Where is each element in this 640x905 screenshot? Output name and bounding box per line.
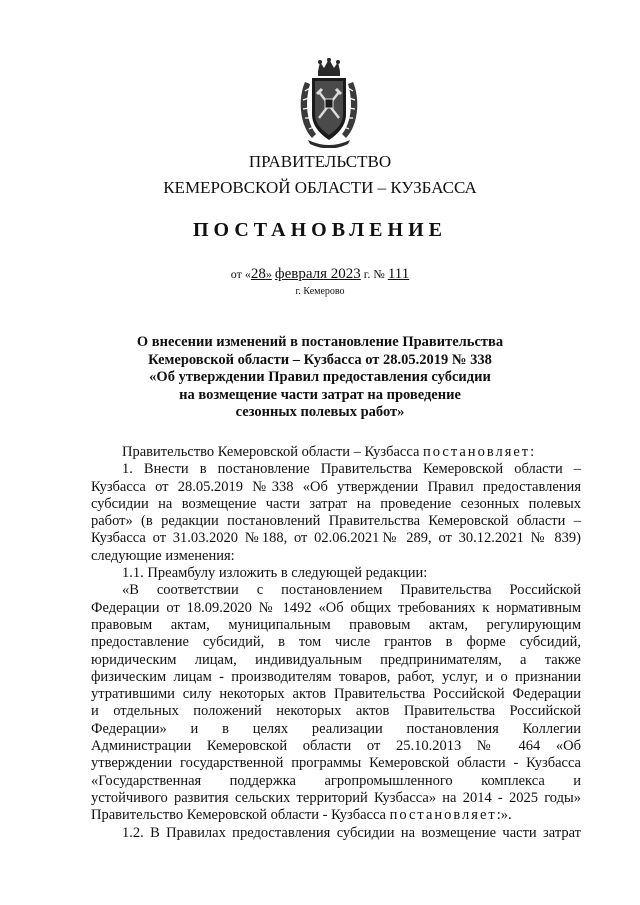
- document-number: 111: [387, 266, 410, 282]
- coat-of-arms-emblem: [296, 58, 362, 148]
- quoted-preamble-line: юридическим лицам, индивидуальным предпринимателям, а также: [91, 651, 581, 668]
- date-suffix: г.: [363, 267, 371, 281]
- date-day: 28: [250, 266, 266, 282]
- quoted-preamble-line: «В соответствии с постановлением Правительства Российской: [122, 582, 581, 599]
- quoted-preamble-line: утратившими силу некоторых актов Правительства Российской Федерации: [91, 686, 581, 703]
- government-name-line1: ПРАВИТЕЛЬСТВО: [248, 152, 392, 171]
- quoted-preamble-line: Администрации Кемеровской области от 25.10.2013 № 464 «Об: [91, 738, 581, 755]
- date-month-year: февраля 2023: [274, 266, 361, 282]
- title-line: Кемеровской области – Кузбасса от 28.05.2019 № 338: [148, 351, 492, 368]
- title-line: «Об утверждении Правил предоставления субсидии: [149, 369, 491, 385]
- quoted-preamble-line: утверждении государственной программы Кемеровской области - Кузбасса: [91, 755, 581, 772]
- paragraph-1-line: Кузбасса от 31.03.2020 №188, от 02.06.2021№ 289, от 30.12.2021 № 839): [91, 530, 581, 547]
- date-separator: »: [265, 267, 272, 281]
- document-body: [91, 444, 581, 842]
- quoted-preamble-line: физическим лицам - производителям товаров, работ, услуг, и о признании: [91, 668, 581, 685]
- paragraph-1-line: Кузбасса от 28.05.2019 №338 «Об утверждении Правил предоставления: [91, 478, 581, 495]
- paragraph-1-line: работ» (в редакции постановлений Правительства Кемеровской области –: [91, 513, 581, 530]
- paragraph-1-line: субсидии на возмещение части затрат на проведение сезонных полевых: [91, 495, 581, 512]
- number-label: №: [373, 267, 385, 281]
- date-prefix: от «: [230, 267, 251, 281]
- quoted-preamble-line: Федерации» и в целях реализации постановления Коллегии: [91, 720, 581, 737]
- quoted-preamble-line: правовым актам, муниципальным правовым актам, регулирующим: [91, 616, 581, 633]
- paragraph-1-2: 1.2. В Правилах предоставления субсидии на возмещение части затрат: [122, 824, 581, 841]
- resolves-word: постановляет: [389, 807, 497, 824]
- title-line: на возмещение части затрат на проведение: [179, 386, 461, 403]
- resolves-word: постановляет:: [423, 444, 537, 460]
- quoted-preamble-last-line: [91, 807, 581, 824]
- city-label: г. Кемерово: [295, 286, 345, 297]
- paragraph-1-1: 1.1. Преамбулу изложить в следующей редакции:: [122, 565, 428, 582]
- quoted-preamble-line: Федерации от 18.09.2020 № 1492 «Об общих требованиях к нормативным: [91, 599, 581, 616]
- quoted-preamble-line: устойчивого развития сельских территорий Кузбасса» на 2014 - 2025 годы»: [91, 789, 581, 806]
- quoted-preamble-text: Правительство Кемеровской области - Кузбасса: [91, 807, 390, 824]
- quoted-preamble-end: :».: [496, 807, 512, 824]
- government-name-line2: КЕМЕРОВСКОЙ ОБЛАСТИ – КУЗБАССА: [163, 178, 477, 197]
- paragraph-preamble: [91, 444, 581, 461]
- quoted-preamble-line: предоставление субсидий, в том числе грантов в форме субсидий,: [91, 634, 581, 651]
- title-line: О внесении изменений в постановление Правительства: [136, 334, 504, 350]
- document-title: [0, 334, 640, 422]
- paragraph-1-line: 1. Внести в постановление Правительства Кемеровской области –: [122, 461, 581, 478]
- quoted-preamble-line: «Государственная поддержка агропромышленного комплекса и: [91, 772, 581, 789]
- preamble-text: Правительство Кемеровской области – Кузбасса: [122, 444, 424, 460]
- title-line: сезонных полевых работ»: [235, 404, 405, 420]
- date-number-line: [0, 266, 640, 283]
- quoted-preamble-line: и отдельных положений некоторых актов Правительства Российской: [91, 703, 581, 720]
- paragraph-1-line: следующие изменения:: [91, 547, 235, 564]
- document-type-heading: ПОСТАНОВЛЕНИЕ: [193, 219, 447, 241]
